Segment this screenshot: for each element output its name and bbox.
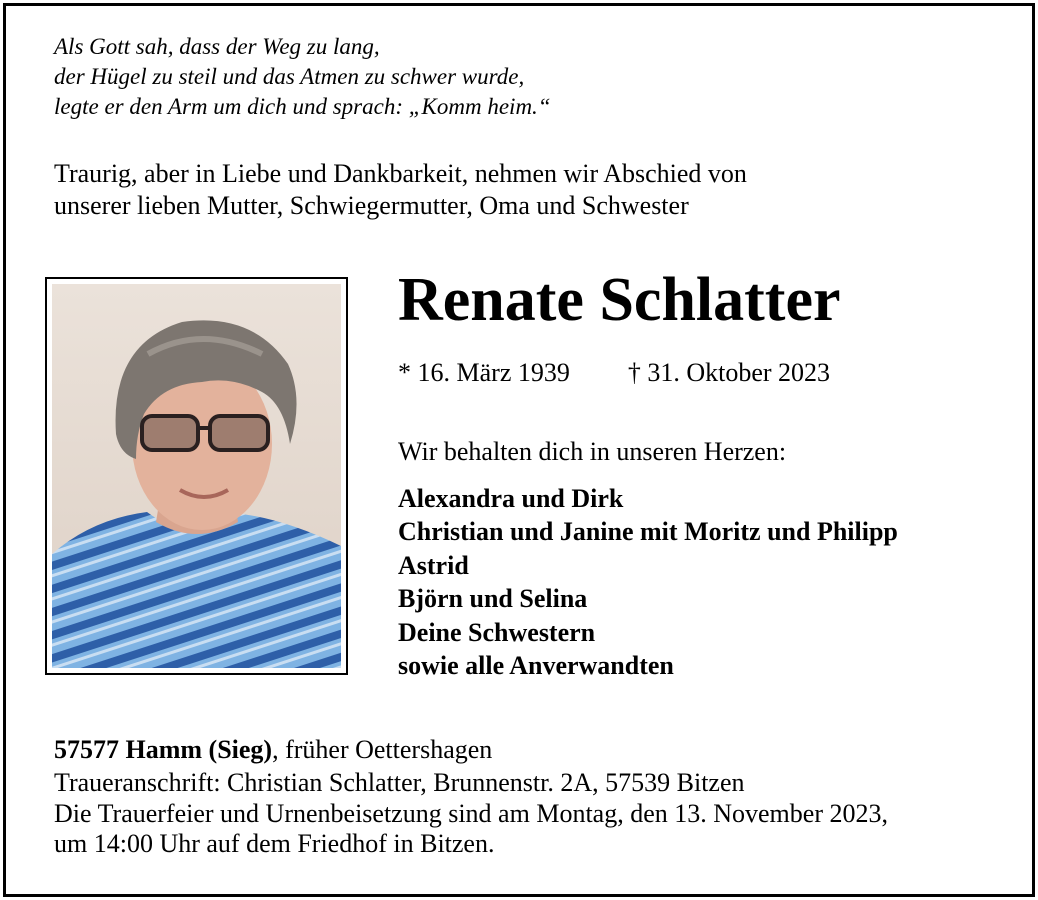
mourning-address: Traueranschrift: Christian Schlatter, Brunnenstr. 2A, 57539 Bitzen	[54, 768, 745, 797]
portrait-photo-frame	[45, 277, 348, 675]
mourner-name: Deine Schwestern	[398, 617, 596, 647]
death-date: † 31. Oktober 2023	[627, 358, 831, 387]
residence-line	[54, 733, 1004, 766]
portrait-illustration	[52, 284, 341, 668]
mourners-heading: Wir behalten dich in unseren Herzen:	[398, 437, 787, 466]
mourner-name: Björn und Selina	[398, 584, 588, 614]
poem-line: legte er den Arm um dich und sprach: „Komm heim.“	[54, 94, 551, 119]
residence-former: , früher Oettershagen	[272, 735, 493, 764]
portrait-photo	[52, 284, 341, 668]
intro-line: Traurig, aber in Liebe und Dankbarkeit, nehmen wir Abschied von	[54, 159, 747, 188]
intro-text	[54, 158, 747, 222]
life-dates	[398, 356, 830, 390]
intro-line: unserer lieben Mutter, Schwiegermutter, Oma und Schwester	[54, 191, 689, 220]
mourner-name: Astrid	[398, 550, 469, 580]
residence-place: 57577 Hamm (Sieg)	[54, 735, 273, 764]
birth-date: * 16. März 1939	[398, 358, 570, 387]
mourners-list	[398, 482, 898, 682]
poem-line: der Hügel zu steil und das Atmen zu schwer wurde,	[54, 64, 525, 89]
poem	[54, 32, 551, 122]
ceremony-line: Die Trauerfeier und Urnenbeisetzung sind am Montag, den 13. November 2023,	[54, 799, 888, 828]
mourner-name: Alexandra und Dirk	[398, 484, 624, 513]
poem-line: Als Gott sah, dass der Weg zu lang,	[54, 34, 380, 59]
footer	[54, 733, 1004, 859]
deceased-name: Renate Schlatter	[398, 266, 841, 334]
mourner-name: sowie alle Anverwandten	[398, 651, 674, 681]
ceremony-line: um 14:00 Uhr auf dem Friedhof in Bitzen.	[54, 829, 495, 858]
mourner-name: Christian und Janine mit Moritz und Philipp	[398, 517, 898, 547]
